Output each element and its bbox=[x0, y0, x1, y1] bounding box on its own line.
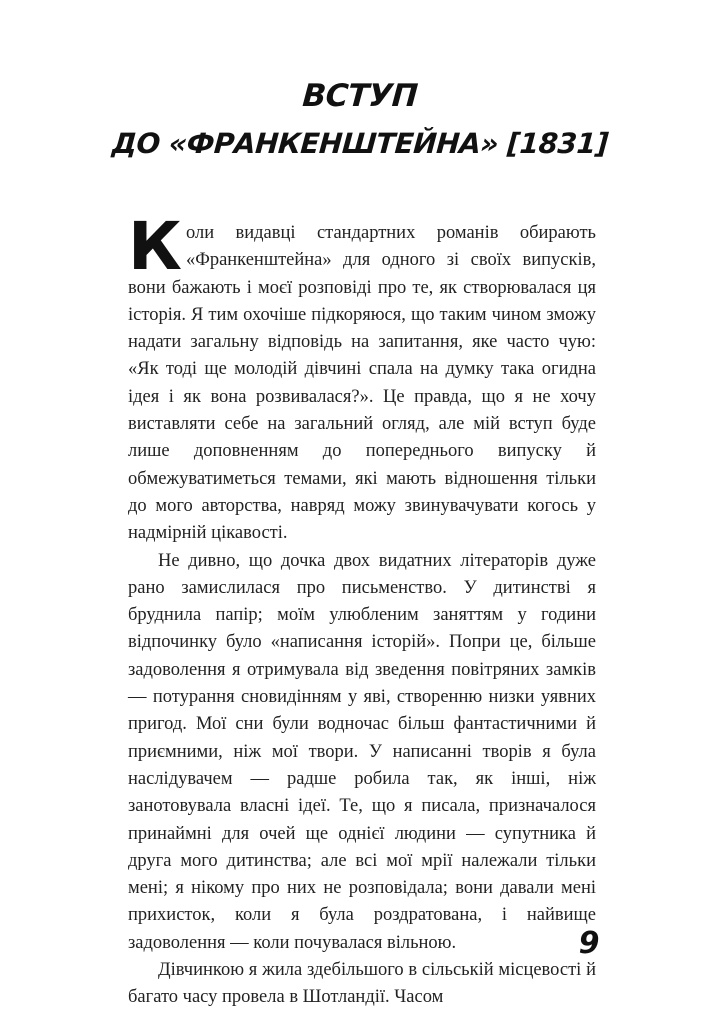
body-text bbox=[128, 208, 596, 1012]
chapter-subtitle: ДО «ФРАНКЕНШТЕЙНА» [1831] bbox=[110, 127, 610, 160]
paragraph-1 bbox=[128, 208, 596, 548]
chapter-title: ВСТУП bbox=[301, 78, 419, 114]
paragraph-1-text: оли видавці стандартних романів обирають «Франкенштейна» для одного зі своїх випусків, вони бажають і моєї розповіді про те, як створювалася ця історія. Я тим охочіше підкоряюся, що таким чином зможу надати загальну відповідь на запитання, яке часто чую: «Як тоді ще молодій дівчині спала на думку така огидна ідея і як вона розвивалася?». Це правда, що я не хочу виставляти себе на загальний огляд, але мій вступ буде лише доповненням до попереднього випуску й обмежуватиметься темами, які мають відношення тільки до мого авторства, навряд можу звинувачувати когось у надмірній цікавості. bbox=[128, 223, 596, 544]
drop-cap: К bbox=[128, 208, 182, 285]
paragraph-2: Не дивно, що дочка двох видатних літераторів дуже рано замислилася про письменство. У дитинстві я бруднила папір; моїм улюбленим заняттям у години відпочинку було «написання історій». Попри це, більше задоволення я отримувала від зведення повітряних замків — потурання сновидінням у яві, створенню низки уявних пригод. Мої сни були водночас більш фантастичними й приємними, ніж мої твори. У написанні творів я була наслідувачем — радше робила так, як інші, ніж занотовувала власні ідеї. Те, що я писала, призначалося принаймні для очей ще однієї людини — супутника й друга мого дитинства; але всі мої мрії належали тільки мені; я нікому про них не розповідала; вони давали мені прихисток, коли я була роздратована, і найвище задоволення — коли почувалася вільною. bbox=[128, 550, 596, 953]
page-number: 9 bbox=[578, 926, 600, 961]
paragraph-3: Дівчинкою я жила здебільшого в сільській місцевості й багато часу провела в Шотландії. Часом bbox=[128, 960, 596, 1008]
